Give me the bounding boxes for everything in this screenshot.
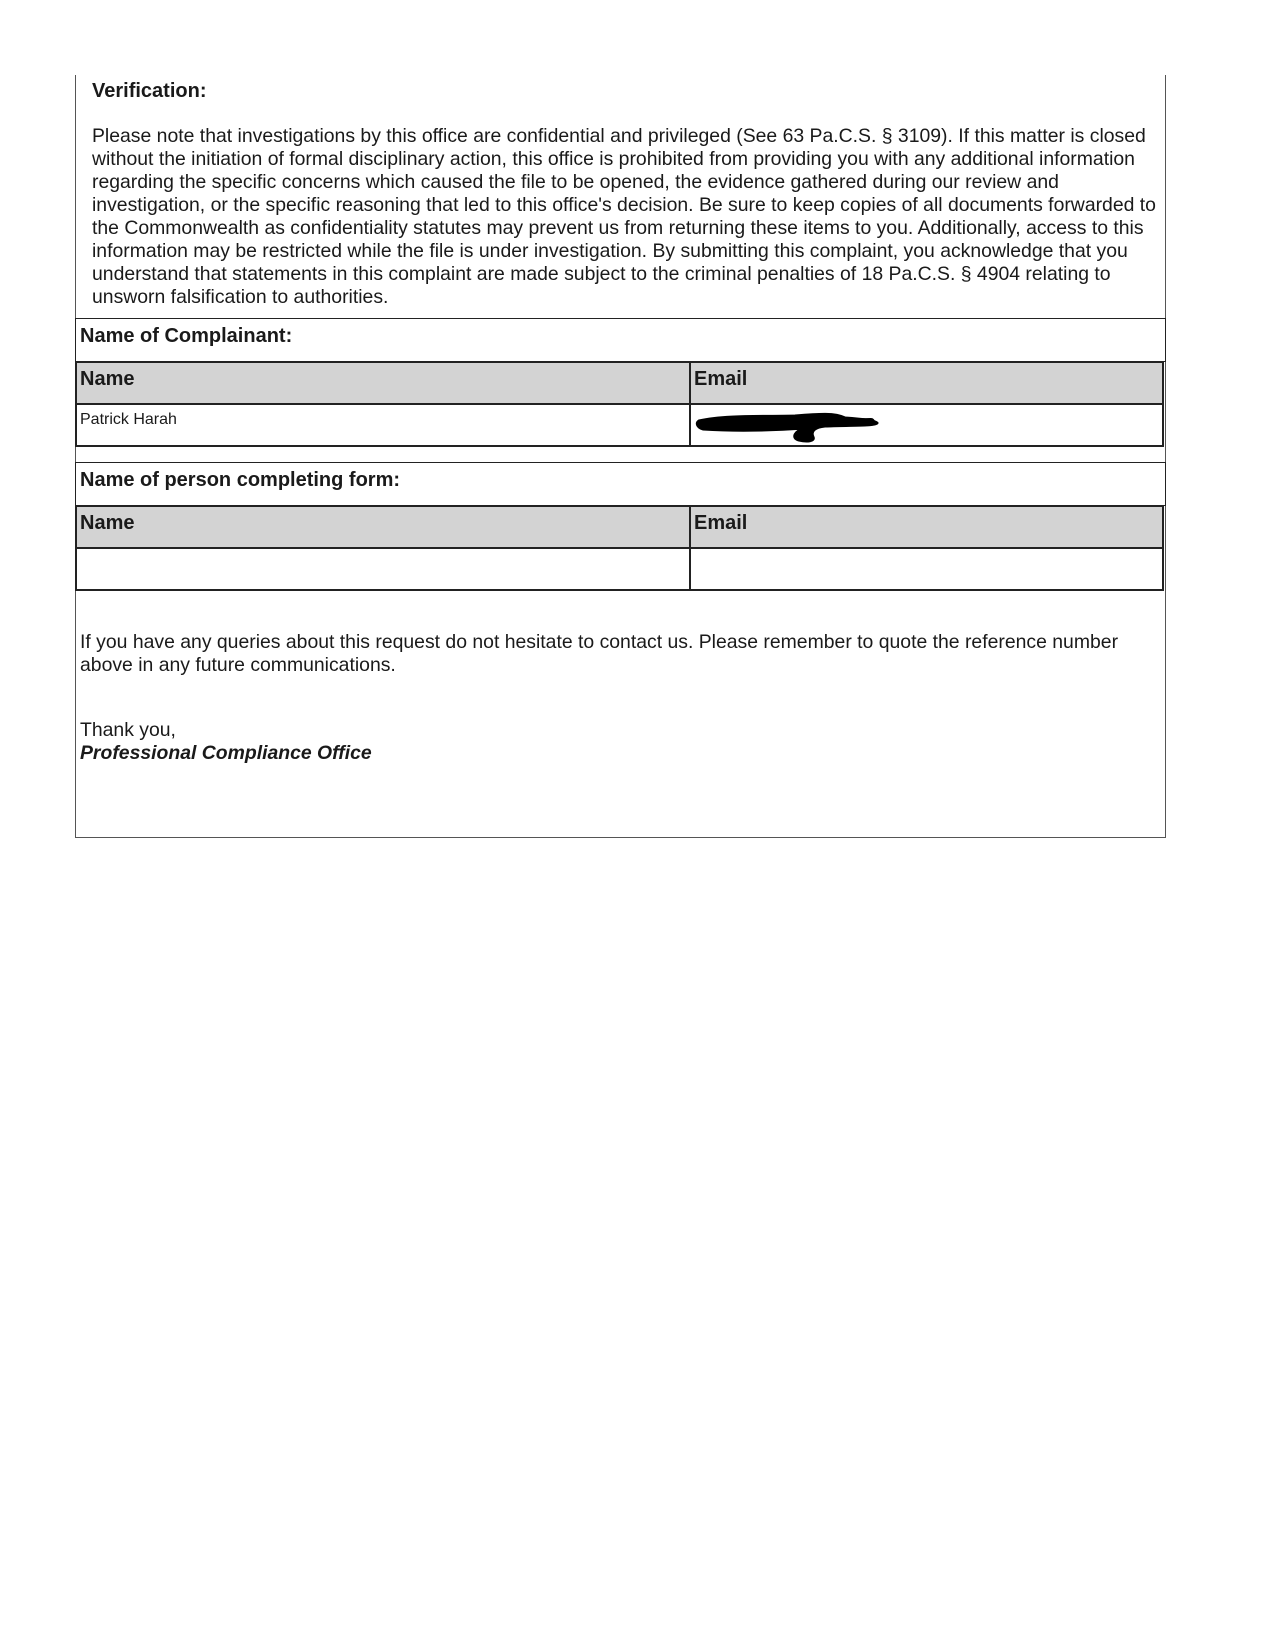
complainant-title: Name of Complainant: <box>80 325 293 347</box>
completer-section-header <box>75 462 1166 506</box>
complainant-section-header <box>75 318 1166 362</box>
column-divider <box>689 549 691 589</box>
column-divider <box>689 405 691 445</box>
complainant-name-value: Patrick Harah <box>80 411 177 428</box>
column-divider <box>689 507 691 547</box>
closing-thanks: Thank you, <box>80 719 176 741</box>
completer-title: Name of person completing form: <box>80 469 401 491</box>
closing-message: If you have any queries about this request do not hesitate to contact us. Please remember to quote the reference number above in any future communications. <box>80 631 1119 676</box>
complainant-value-row <box>75 403 1164 447</box>
redaction-scribble <box>695 409 885 445</box>
signature-office: Professional Compliance Office <box>80 742 372 764</box>
complainant-email-header: Email <box>694 368 748 390</box>
verification-notice: Please note that investigations by this office are confidential and privileged (See 63 Pa.C.S. § 3109). If this matter is closed without the initiation of formal disciplinary action, this office is prohibited from providing you with any additional information regarding the specific concerns which caused the file to be opened, the evidence gathered during our review and investigation, or the specific reasoning that led to this office's decision. Be sure to keep copies of all documents forwarded to the Commonwealth as confidentiality statutes may prevent us from returning these items to you. Additionally, access to this information may be restricted while the file is under investigation. By submitting this complaint, you acknowledge that you understand that statements in this complaint are made subject to the criminal penalties of 18 Pa.C.S. § 4904 relating to unsworn falsification to authorities. <box>92 125 1156 308</box>
completer-name-header: Name <box>80 512 135 534</box>
complainant-name-header: Name <box>80 368 135 390</box>
completer-header-row <box>75 505 1164 549</box>
complainant-header-row <box>75 361 1164 405</box>
verification-heading: Verification: <box>92 80 207 102</box>
completer-email-header: Email <box>694 512 748 534</box>
complaint-form <box>75 75 1166 838</box>
closing-section <box>75 591 1166 838</box>
completer-value-row <box>75 547 1164 591</box>
column-divider <box>689 363 691 403</box>
